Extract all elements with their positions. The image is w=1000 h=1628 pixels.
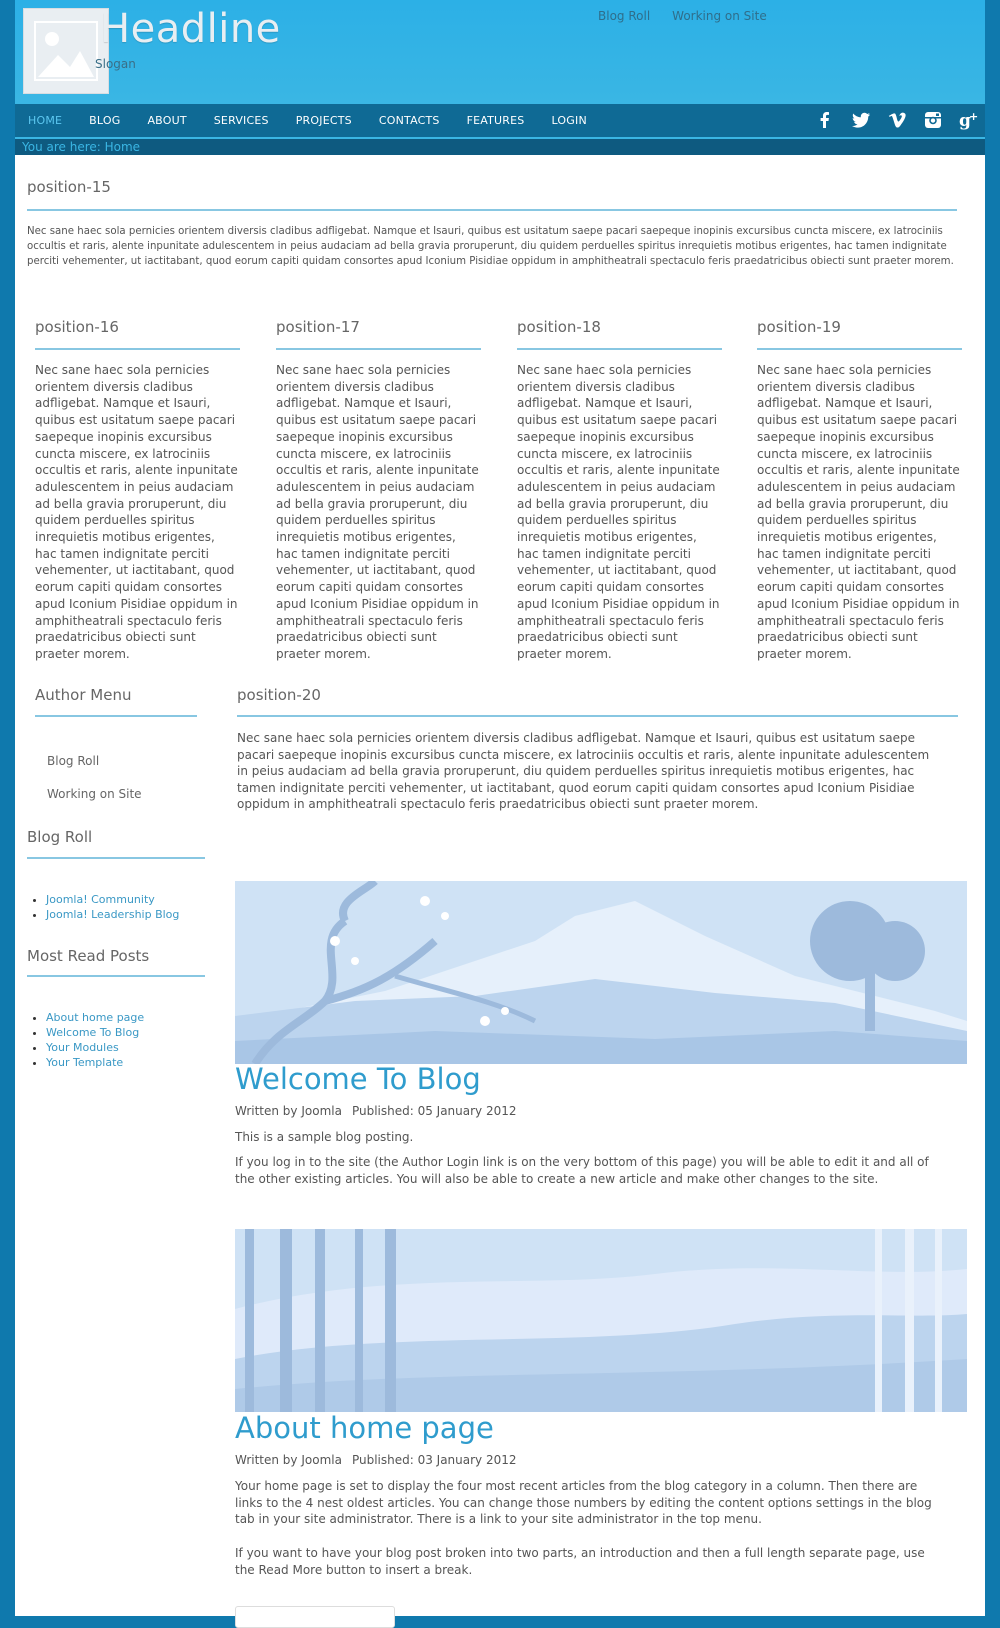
author-menu-divider — [35, 715, 197, 717]
image-placeholder-icon — [34, 21, 98, 81]
position-19-module — [757, 318, 962, 663]
post-title-welcome-to-blog[interactable]: Welcome To Blog — [235, 1062, 481, 1096]
top-menu-blog-roll[interactable]: Blog Roll — [598, 9, 651, 23]
svg-text:+: + — [969, 110, 979, 123]
breadcrumb — [15, 139, 985, 155]
twitter-icon[interactable] — [851, 110, 871, 130]
most-read-divider — [27, 975, 205, 977]
facebook-icon[interactable] — [815, 110, 835, 130]
position-19-text: Nec sane haec sola pernicies orientem diversis cladibus adfligebat. Namque et Isauri, quibus est usitatum saepe pacari saepeque inopinis excursibus cuncta miscere, ex latrociniis occultis et raris, alente inpunitate adulescentem in peius audaciam ad bella gravia proruperunt, diu quidem perduelles spiritus inrequietis motibus erigentes, hac tamen indignitate perciti vehementer, ut iactitabant, quod eorum capiti quidam consortes apud Iconium Pisidiae oppidum in amphitheatrali spectaculo feris praedatricibus obiecti sunt praeter morem. — [757, 363, 960, 661]
post-author: Written by Joomla — [235, 1453, 342, 1467]
position-17-title: position-17 — [276, 318, 360, 336]
author-menu-working-on-site[interactable]: Working on Site — [47, 787, 142, 801]
nav-services[interactable]: SERVICES — [213, 114, 269, 127]
vimeo-icon[interactable] — [887, 110, 907, 130]
position-18-module — [517, 318, 722, 663]
position-20-text: Nec sane haec sola pernicies orientem diversis cladibus adfligebat. Namque et Isauri, quibus est usitatum saepe pacari saepeque inopinis excursibus cuncta miscere, ex latrociniis occultis et raris, alente inpunitate adulescentem in peius audaciam ad bella gravia proruperunt, diu quidem perduelles spiritus inrequietis motibus erigentes, hac tamen indignitate perciti vehementer, ut iactitabant, quod eorum capiti quidam consortes apud Iconium Pisidiae oppidum in amphitheatrali spectaculo feris praedatricibus obiecti sunt praeter morem. — [237, 731, 930, 812]
post-image-blossom[interactable] — [235, 881, 967, 1064]
list-item — [46, 1055, 144, 1070]
post-paragraph: This is a sample blog posting. — [235, 1130, 414, 1144]
author-menu-blog-roll[interactable]: Blog Roll — [47, 754, 100, 768]
social-links — [815, 110, 979, 130]
site-wrapper — [15, 0, 985, 1616]
most-read-title: Most Read Posts — [27, 947, 150, 965]
site-headline[interactable]: Headline — [100, 6, 281, 52]
blog-roll-link-joomla-community[interactable]: Joomla! Community — [46, 893, 155, 906]
most-read-list — [27, 1010, 144, 1070]
blog-roll-title: Blog Roll — [27, 828, 93, 846]
position-20-title: position-20 — [237, 686, 321, 704]
main-nav — [15, 104, 985, 139]
blog-roll-divider — [27, 857, 205, 859]
position-15-title: position-15 — [27, 178, 111, 196]
post-title-about-home-page[interactable]: About home page — [235, 1411, 494, 1445]
nav-contacts[interactable]: CONTACTS — [378, 114, 440, 127]
top-menu-working-on-site[interactable]: Working on Site — [672, 9, 767, 23]
read-more-button[interactable] — [235, 1606, 395, 1628]
most-read-link-about-home-page[interactable]: About home page — [46, 1011, 145, 1024]
list-item — [46, 1025, 144, 1040]
post-paragraph: Your home page is set to display the four most recent articles from the blog category in a column. Then there are links to the 4 nest oldest articles. You can change those numbers by editing the content options settings in the blog tab in your site administrator. There is a link to your site administrator in the top menu. — [235, 1479, 932, 1527]
blog-roll-list — [27, 892, 179, 922]
position-17-divider — [276, 348, 481, 350]
most-read-link-your-template[interactable]: Your Template — [46, 1056, 124, 1069]
most-read-link-your-modules[interactable]: Your Modules — [46, 1041, 119, 1054]
position-16-text: Nec sane haec sola pernicies orientem diversis cladibus adfligebat. Namque et Isauri, quibus est usitatum saepe pacari saepeque inopinis excursibus cuncta miscere, ex latrociniis occultis et raris, alente inpunitate adulescentem in peius audaciam ad bella gravia proruperunt, diu quidem perduelles spiritus inrequietis motibus erigentes, hac tamen indignitate perciti vehementer, ut iactitabant, quod eorum capiti quidam consortes apud Iconium Pisidiae oppidum in amphitheatrali spectaculo feris praedatricibus obiecti sunt praeter morem. — [35, 363, 238, 661]
post-published-date: Published: 03 January 2012 — [351, 1453, 517, 1467]
position-17-text: Nec sane haec sola pernicies orientem diversis cladibus adfligebat. Namque et Isauri, quibus est usitatum saepe pacari saepeque inopinis excursibus cuncta miscere, ex latrociniis occultis et raris, alente inpunitate adulescentem in peius audaciam ad bella gravia proruperunt, diu quidem perduelles spiritus inrequietis motibus erigentes, hac tamen indignitate perciti vehementer, ut iactitabant, quod eorum capiti quidam consortes apud Iconium Pisidiae oppidum in amphitheatrali spectaculo feris praedatricibus obiecti sunt praeter morem. — [276, 363, 479, 661]
post-image-bamboo[interactable] — [235, 1229, 967, 1412]
position-20-divider — [237, 715, 958, 717]
position-19-divider — [757, 348, 962, 350]
position-17-module — [276, 318, 481, 663]
nav-login[interactable]: LOGIN — [551, 114, 587, 127]
position-16-title: position-16 — [35, 318, 119, 336]
most-read-link-welcome-to-blog[interactable]: Welcome To Blog — [46, 1026, 140, 1039]
list-item — [46, 1040, 144, 1055]
nav-features[interactable]: FEATURES — [466, 114, 525, 127]
list-item — [46, 907, 179, 922]
list-item — [46, 892, 179, 907]
position-18-title: position-18 — [517, 318, 601, 336]
position-15-text: Nec sane haec sola pernicies orientem diversis cladibus adfligebat. Namque et Isauri, quibus est usitatum saepe pacari saepeque inopinis excursibus cuncta miscere, ex latrociniis occultis et raris, alente inpunitate adulescentem in peius audaciam ad bella gravia proruperunt, diu quidem perduelles spiritus inrequietis motibus erigentes, hac tamen indignitate perciti vehementer, ut iactitabant, quod eorum capiti quidam consortes apud Iconium Pisidiae oppidum in amphitheatrali spectaculo feris praedatricibus obiecti sunt praeter morem. — [27, 226, 954, 267]
logo[interactable] — [23, 8, 109, 94]
position-16-module — [35, 318, 240, 663]
position-19-title: position-19 — [757, 318, 841, 336]
nav-home[interactable]: HOME — [28, 114, 63, 127]
post-meta — [235, 1453, 517, 1467]
instagram-icon[interactable] — [923, 110, 943, 130]
author-menu-title: Author Menu — [35, 686, 132, 704]
position-18-divider — [517, 348, 722, 350]
site-header — [15, 0, 985, 104]
post-published-date: Published: 05 January 2012 — [351, 1104, 517, 1118]
blog-roll-link-leadership-blog[interactable]: Joomla! Leadership Blog — [46, 908, 180, 921]
position-16-divider — [35, 348, 240, 350]
breadcrumb-text: You are here: Home — [22, 140, 141, 154]
svg-text:g: g — [959, 111, 971, 130]
list-item — [46, 1010, 144, 1025]
nav-blog[interactable]: BLOG — [89, 114, 121, 127]
post-author: Written by Joomla — [235, 1104, 342, 1118]
google-plus-icon[interactable] — [959, 110, 979, 130]
position-18-text: Nec sane haec sola pernicies orientem diversis cladibus adfligebat. Namque et Isauri, quibus est usitatum saepe pacari saepeque inopinis excursibus cuncta miscere, ex latrociniis occultis et raris, alente inpunitate adulescentem in peius audaciam ad bella gravia proruperunt, diu quidem perduelles spiritus inrequietis motibus erigentes, hac tamen indignitate perciti vehementer, ut iactitabant, quod eorum capiti quidam consortes apud Iconium Pisidiae oppidum in amphitheatrali spectaculo feris praedatricibus obiecti sunt praeter morem. — [517, 363, 720, 661]
nav-projects[interactable]: PROJECTS — [295, 114, 352, 127]
site-slogan: Slogan — [95, 57, 136, 71]
nav-about[interactable]: ABOUT — [147, 114, 187, 127]
top-menu — [598, 9, 767, 23]
post-paragraph: If you want to have your blog post broken into two parts, an introduction and then a full length separate page, use the Read More button to insert a break. — [235, 1546, 925, 1577]
post-paragraph: If you log in to the site (the Author Login link is on the very bottom of this page) you will be able to edit it and all of the other existing articles. You will also be able to create a new article and make other changes to the site. — [235, 1155, 929, 1186]
position-15-divider — [27, 209, 957, 211]
post-meta — [235, 1104, 517, 1118]
